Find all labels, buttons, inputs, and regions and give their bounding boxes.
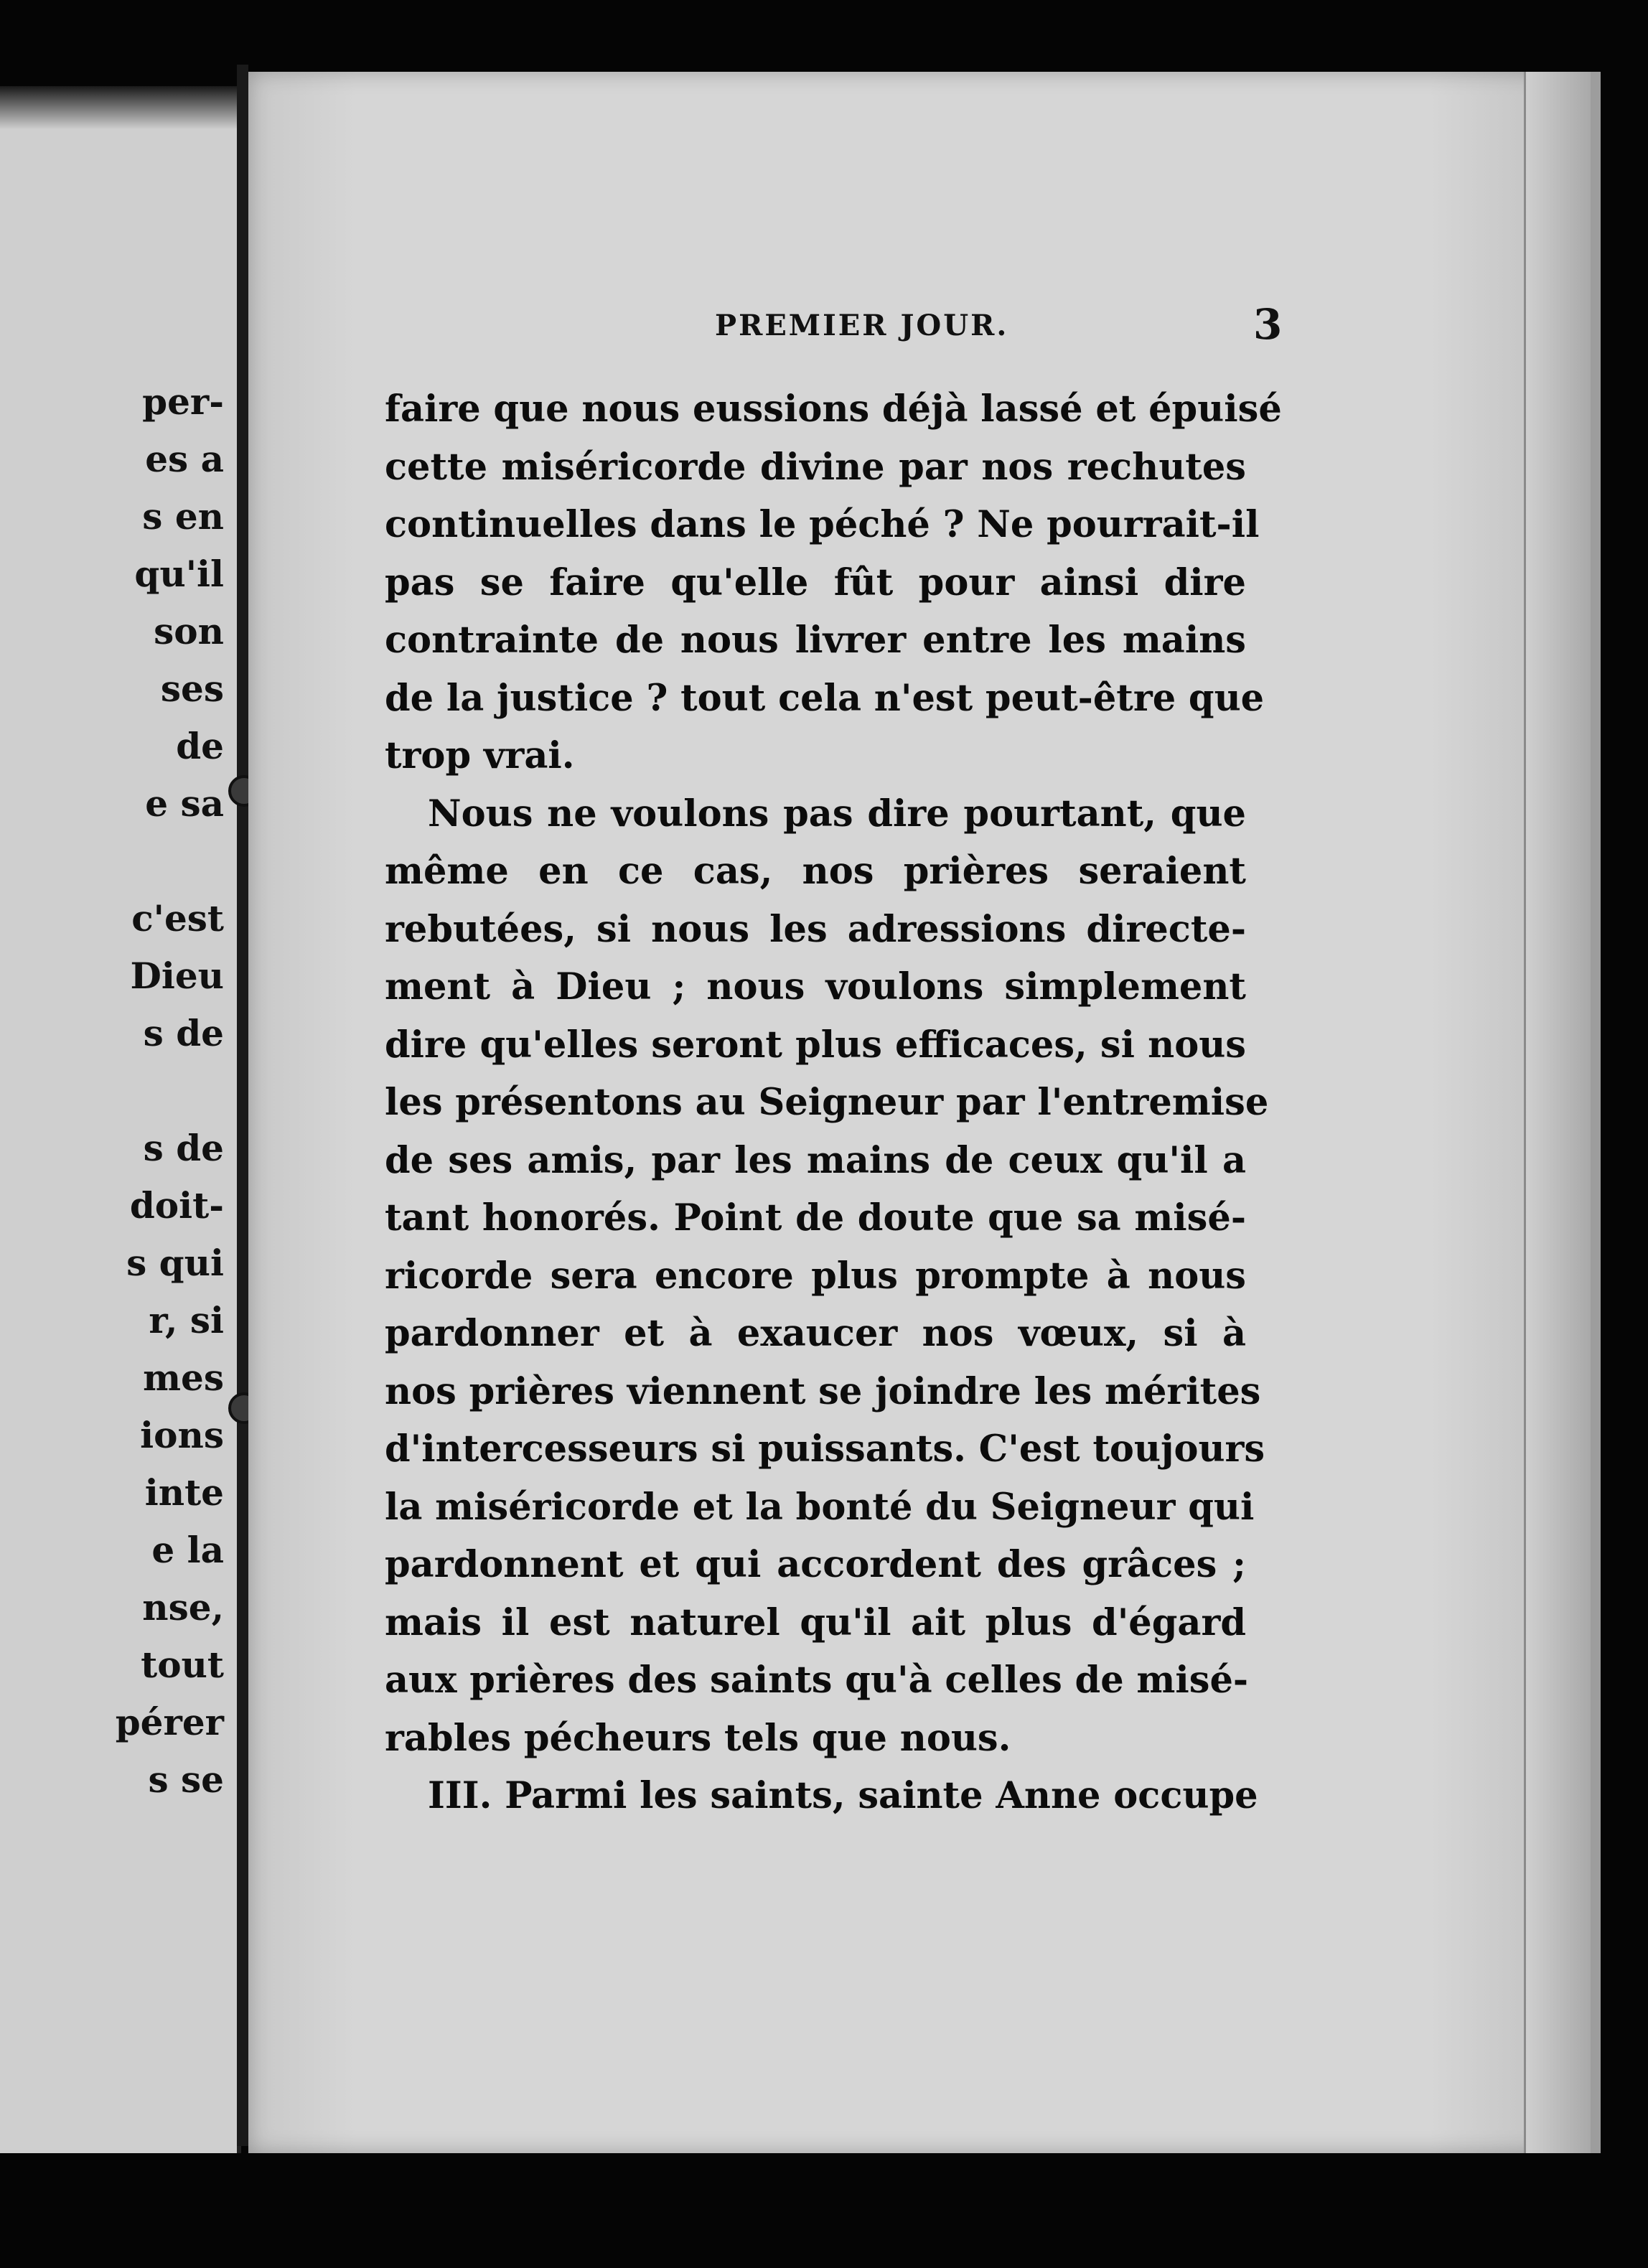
text-line: rebutées, si nous les adressions directe- [385,907,1246,951]
text-line: de ses amis, par les mains de ceux qu'il a [385,1138,1246,1182]
text-line: mais il est naturel qu'il ait plus d'égard [385,1601,1246,1644]
page-number: 3 [1253,300,1283,349]
text-line: faire que nous eussions déjà lassé et épuisé [385,388,1282,431]
left-facing-page [0,86,241,2153]
text-line: pas se faire qu'elle fût pour ainsi dire [385,561,1246,604]
left-fragment: per- [142,380,224,423]
left-fragment: son [154,610,224,652]
left-fragment: r, si [149,1299,224,1341]
left-fragment [9,833,224,890]
body-text [385,380,1282,1825]
left-fragment: e la [151,1529,224,1571]
text-line: même en ce cas, nos prières seraient [385,850,1246,893]
left-fragment: ses [160,667,224,710]
left-fragment: mes [143,1356,224,1399]
left-fragment: tout [141,1644,224,1686]
text-line: nos prières viennent se joindre les mérites [385,1369,1261,1413]
left-fragment: es a [145,438,224,480]
left-fragment: ions [140,1414,224,1456]
left-fragment: inte [144,1471,224,1514]
left-fragment [9,1062,224,1120]
left-fragment: nse, [142,1586,224,1629]
text-line: continuelles dans le péché ? Ne pourrait-il [385,503,1260,546]
text-line: contrainte de nous livrer entre les mains [385,619,1246,662]
text-line: III. Parmi les saints, sainte Anne occupe [428,1774,1258,1817]
left-fragment: e sa [145,782,224,825]
text-line: ment à Dieu ; nous voulons simplement [385,965,1246,1008]
left-fragment: de [176,725,224,767]
left-fragment: pérer [115,1701,224,1743]
left-fragment: s de [143,1127,224,1169]
left-fragment: doit- [129,1184,224,1227]
text-line: aux prières des saints qu'à celles de misé- [385,1659,1249,1702]
text-line: ricorde sera encore plus prompte à nous [385,1254,1246,1298]
page-edge [1524,72,1591,2153]
left-fragment: s qui [126,1242,224,1284]
text-line: dire qu'elles seront plus efficaces, si nous [385,1023,1246,1067]
text-line: d'intercesseurs si puissants. C'est toujours [385,1428,1265,1471]
text-line: les présentons au Seigneur par l'entremise [385,1081,1269,1124]
left-fragment: c'est [131,897,224,939]
left-fragment: qu'il [134,553,224,595]
left-fragment: s se [148,1758,224,1801]
text-line: cette miséricorde divine par nos rechutes [385,445,1246,489]
left-fragment: s de [143,1012,224,1054]
text-line: de la justice ? tout cela n'est peut-être que [385,676,1265,720]
left-fragment: Dieu [130,955,224,997]
left-page-text [9,373,224,1809]
left-fragment: s en [142,495,224,538]
text-line: pardonner et à exaucer nos vœux, si à [385,1312,1246,1355]
text-line: tant honorés. Point de doute que sa misé- [385,1196,1246,1240]
text-line: la miséricorde et la bonté du Seigneur qui [385,1485,1255,1529]
text-line: trop vrai. [385,734,575,777]
text-line: Nous ne voulons pas dire pourtant, que [428,792,1246,835]
main-page [248,72,1601,2153]
book-spine [237,65,248,2146]
text-line: rables pécheurs tels que nous. [385,1716,1011,1760]
text-line: pardonnent et qui accordent des grâces ; [385,1543,1246,1586]
running-head: PREMIER JOUR. [715,309,1009,342]
